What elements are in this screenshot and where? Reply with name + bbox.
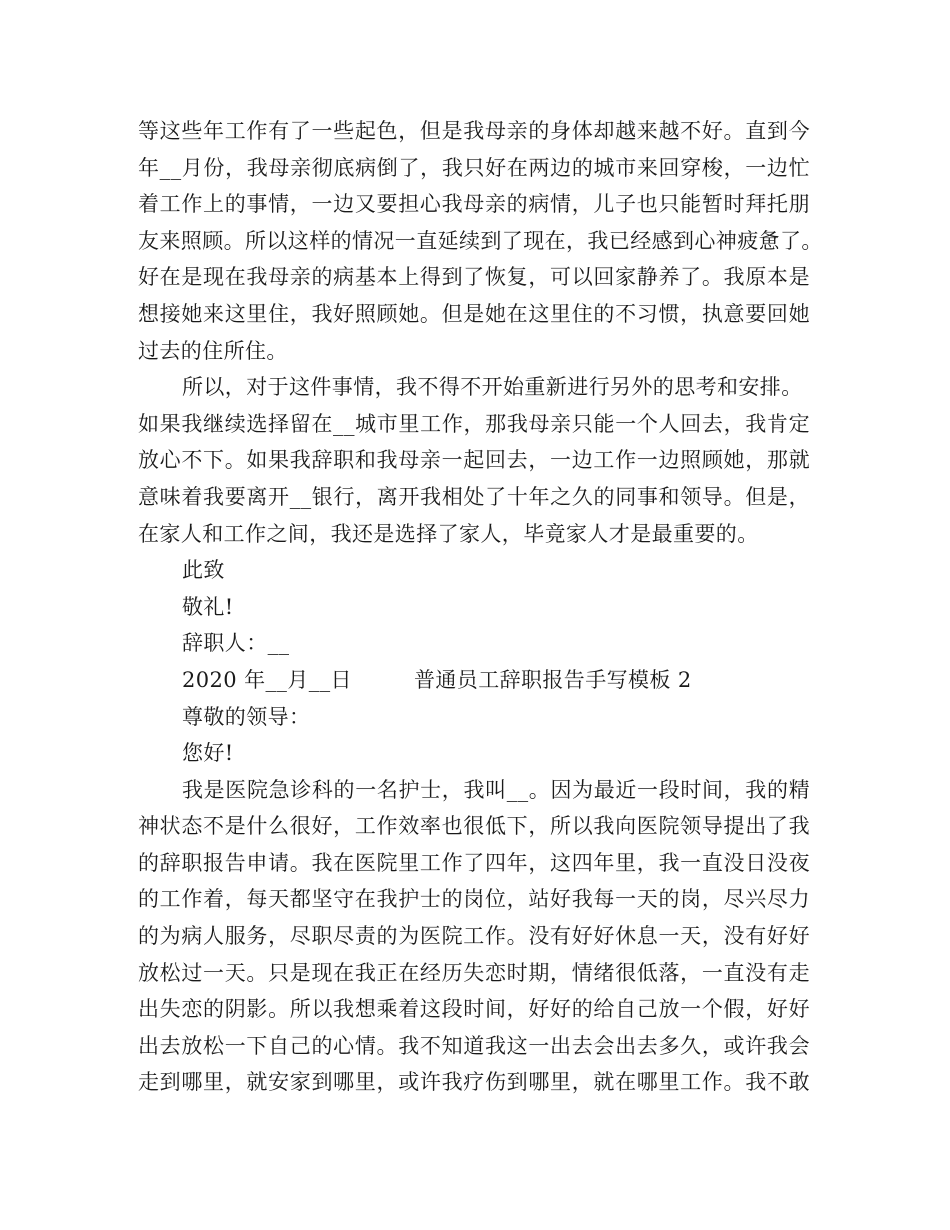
- paragraph-line: 想接她来这里住，我好照顾她。但是她在这里住的不习惯，执意要回她: [138, 301, 810, 326]
- paragraph-line: 如果我继续选择留在__城市里工作，那我母亲只能一个人回去，我肯定: [138, 411, 810, 436]
- paragraph-line: 所以，对于这件事情，我不得不开始重新进行另外的思考和安排。: [182, 375, 803, 400]
- date-title-row: [138, 662, 828, 699]
- closing-salutation: 此致: [182, 558, 225, 583]
- paragraph-line: 我是医院急诊科的一名护士，我叫__。因为最近一段时间，我的精: [182, 777, 810, 802]
- paragraph-line: 年__月份，我母亲彻底病倒了，我只好在两边的城市来回穿梭，一边忙: [138, 155, 810, 180]
- paragraph-line: 在家人和工作之间，我还是选择了家人，毕竟家人才是最重要的。: [138, 521, 759, 546]
- date-line: 2020 年__月__日: [182, 667, 352, 692]
- paragraph-line: 放松过一天。只是现在我正在经历失恋时期，情绪很低落，一直没有走: [138, 960, 810, 985]
- paragraph-line: 过去的住所住。: [138, 338, 288, 363]
- signature-line: 辞职人：__: [182, 631, 290, 656]
- greeting-recipient: 尊敬的领导：: [182, 704, 311, 729]
- paragraph-line: 意味着我要离开__银行，离开我相处了十年之久的同事和领导。但是，: [138, 484, 810, 509]
- document-body: [138, 113, 828, 1101]
- paragraph-line: 着工作上的事情，一边又要担心我母亲的病情，儿子也只能暂时拜托朋: [138, 192, 810, 217]
- paragraph-line: 友来照顾。所以这样的情况一直延续到了现在，我已经感到心神疲惫了。: [138, 228, 823, 253]
- section-title: 普通员工辞职报告手写模板 2: [414, 667, 692, 692]
- paragraph-line: 等这些年工作有了一些起色，但是我母亲的身体却越来越不好。直到今: [138, 119, 810, 143]
- closing-regards: 敬礼!: [182, 594, 234, 619]
- paragraph-line: 的工作着，每天都坚守在我护士的岗位，站好我每一天的岗，尽兴尽力: [138, 887, 810, 912]
- paragraph-line: 的为病人服务，尽职尽责的为医院工作。没有好好休息一天，没有好好: [138, 924, 810, 949]
- paragraph-line: 走到哪里，就安家到哪里，或许我疗伤到哪里，就在哪里工作。我不敢: [138, 1070, 810, 1095]
- paragraph-line: 出失恋的阴影。所以我想乘着这段时间，好好的给自己放一个假，好好: [138, 997, 810, 1022]
- greeting: 您好!: [182, 741, 234, 766]
- paragraph-line: 神状态不是什么很好，工作效率也很低下，所以我向医院领导提出了我: [138, 814, 810, 839]
- paragraph-line: 出去放松一下自己的心情。我不知道我这一出去会出去多久，或许我会: [138, 1033, 810, 1058]
- paragraph-line: 好在是现在我母亲的病基本上得到了恢复，可以回家静养了。我原本是: [138, 265, 810, 290]
- paragraph-line: 放心不下。如果我辞职和我母亲一起回去，一边工作一边照顾她，那就: [138, 448, 810, 473]
- paragraph-line: 的辞职报告申请。我在医院里工作了四年，这四年里，我一直没日没夜: [138, 850, 810, 875]
